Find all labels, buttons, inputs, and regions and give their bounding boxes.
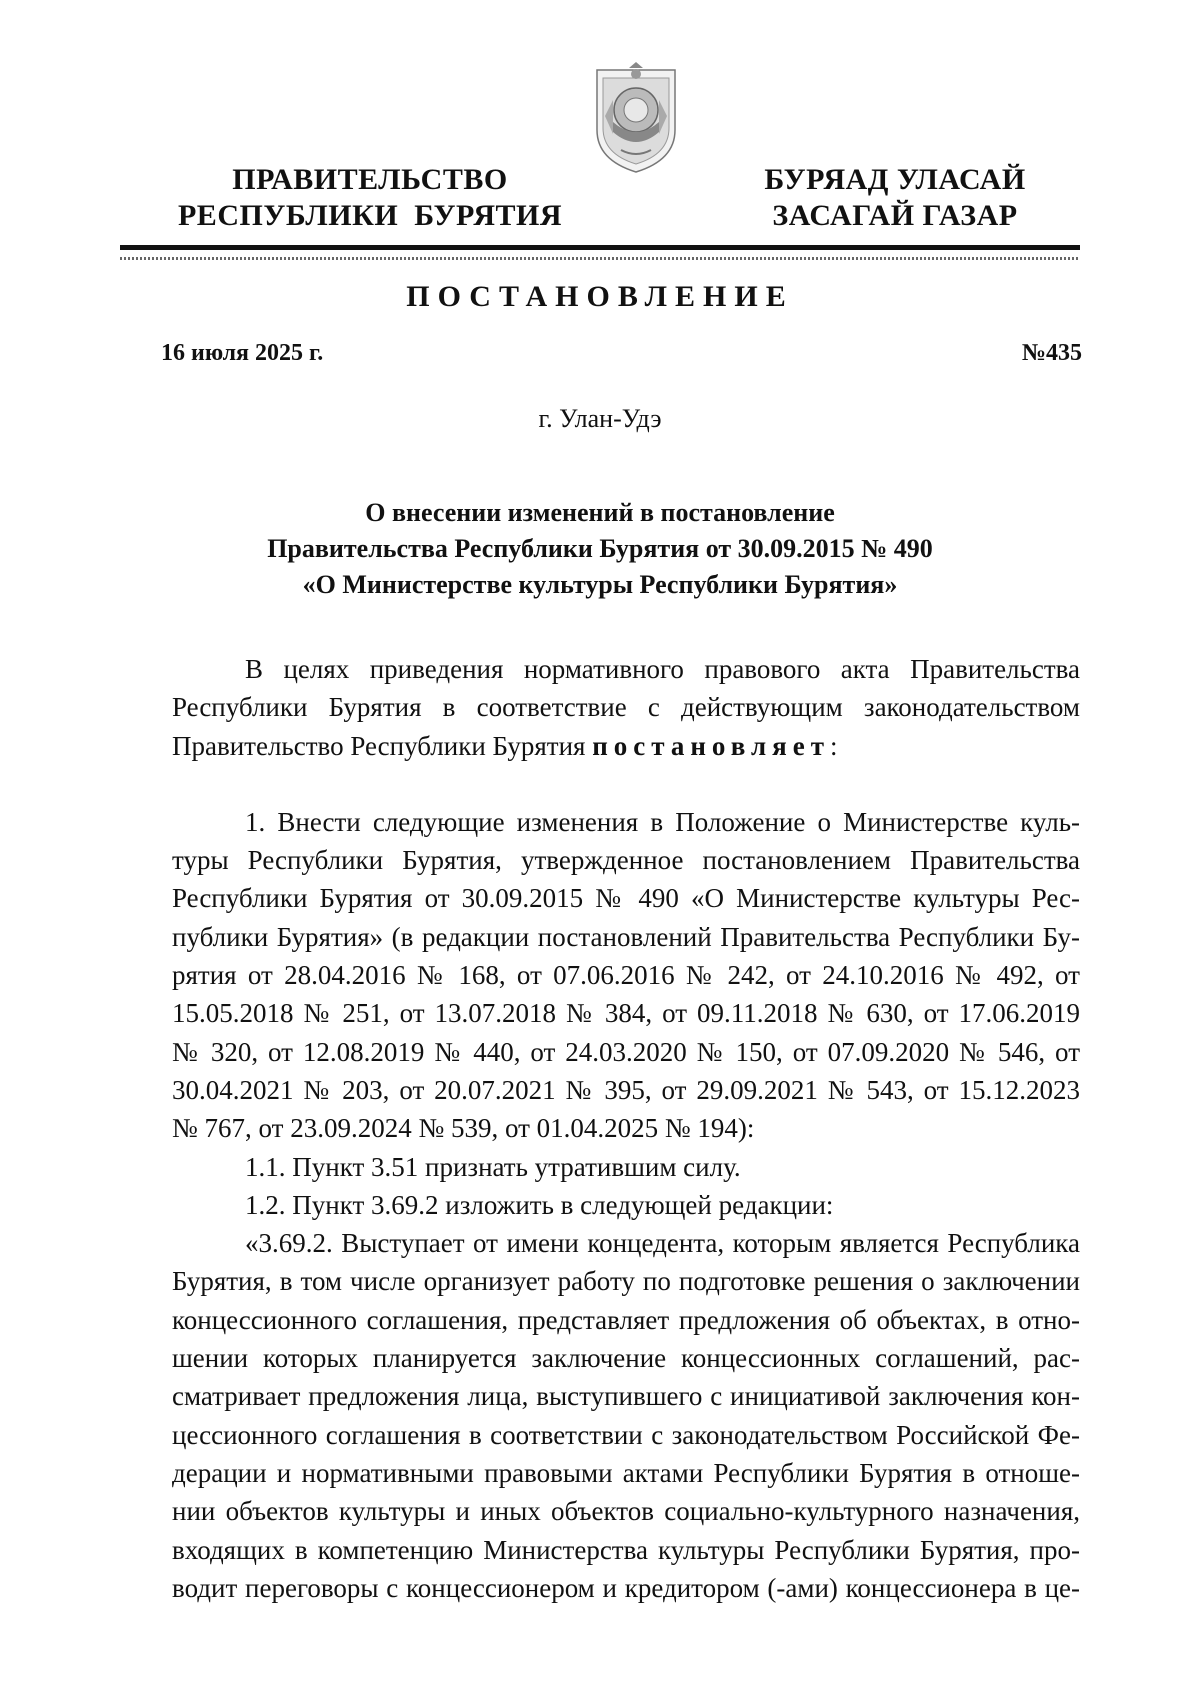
item-line: 15.05.2018 № 251, от 13.07.2018 № 384, от 09.11.2018 № 630, от 17.06.2019 (172, 998, 1080, 1029)
header-left-line1: ПРАВИТЕЛЬСТВО (232, 163, 508, 196)
preamble-line: В целях приведения нормативного правового акта Правительства (245, 654, 1080, 684)
quote-line: нии объектов культуры и иных объектов социально-культурного назначения, (172, 1496, 1080, 1527)
preamble-keyword: постановляет (592, 730, 830, 761)
quote-line: Бурятия, в том числе организует работу по подготовке решения о заключении (172, 1266, 1080, 1297)
header-right (735, 162, 1055, 234)
quote-line: водит переговоры с концессионером и кредитором (-ами) концессионера в це- (172, 1572, 1080, 1603)
header-divider-thin (120, 257, 1080, 260)
quote-line: дерации и нормативными правовыми актами Республики Бурятия в отноше- (172, 1457, 1080, 1488)
quote-line: входящих в компетенцию Министерства культуры Республики Бурятия, про- (172, 1534, 1080, 1565)
header-divider-thick (120, 245, 1080, 250)
quote-line: сматривает предложения лица, выступившего с инициативой заключения кон- (172, 1381, 1080, 1412)
header-left-line2: РЕСПУБЛИКИ БУРЯТИЯ (177, 199, 563, 232)
document-date: 16 июля 2025 г. (161, 340, 324, 366)
header-left (170, 162, 570, 234)
header-right-line1: БУРЯАД УЛАСАЙ (764, 163, 1026, 196)
preamble-line (172, 727, 1080, 765)
item-line: рятия от 28.04.2016 № 168, от 07.06.2016 № 242, от 24.10.2016 № 492, от (172, 960, 1080, 991)
item-line: № 767, от 23.09.2024 № 539, от 01.04.2025 № 194): (172, 1113, 755, 1144)
quote-line: «3.69.2. Выступает от имени концедента, которым является Республика (245, 1228, 1080, 1259)
preamble-text: Правительство Республики Бурятия (172, 730, 593, 761)
item-line: 30.04.2021 № 203, от 20.07.2021 № 395, от 29.09.2021 № 543, от 15.12.2023 (172, 1074, 1080, 1105)
quote-line: концессионного соглашения, представляет предложения об объектах, в отно- (172, 1304, 1080, 1335)
preamble-end: : (829, 730, 838, 761)
subitem-1-2: 1.2. Пункт 3.69.2 изложить в следующей редакции: (245, 1189, 834, 1220)
quote-line: шении которых планируется заключение концессионных соглашений, рас- (172, 1343, 1080, 1374)
document-title (0, 495, 1200, 603)
item-line: № 320, от 12.08.2019 № 440, от 24.03.2020 № 150, от 07.09.2020 № 546, от (172, 1036, 1080, 1067)
document-body (172, 650, 1080, 1607)
coat-of-arms-icon (591, 60, 681, 174)
subitem-1-1: 1.1. Пункт 3.51 признать утратившим силу. (245, 1151, 741, 1182)
item-line: Республики Бурятия от 30.09.2015 № 490 «О Министерстве культуры Рес- (172, 883, 1080, 914)
item-line: публики Бурятия» (в редакции постановлений Правительства Республики Бу- (172, 921, 1080, 952)
item-line: 1. Внести следующие изменения в Положение о Министерстве куль- (245, 806, 1080, 837)
document-number: №435 (1021, 340, 1082, 366)
item-line: туры Республики Бурятия, утвержденное постановлением Правительства (172, 845, 1080, 876)
title-line: «О Министерстве культуры Республики Бурятия» (302, 570, 898, 599)
document-city: г. Улан-Удэ (538, 404, 662, 433)
title-line: О внесении изменений в постановление (365, 498, 835, 527)
preamble-line: Республики Бурятия в соответствие с действующим законодательством (172, 692, 1080, 723)
quote-line: цессионного соглашения в соответствии с законодательством Российской Фе- (172, 1419, 1080, 1450)
header-right-line2: ЗАСАГАЙ ГАЗАР (772, 199, 1018, 232)
document-type: ПОСТАНОВЛЕНИЕ (406, 280, 794, 313)
title-line: Правительства Республики Бурятия от 30.09.2015 № 490 (267, 534, 933, 563)
